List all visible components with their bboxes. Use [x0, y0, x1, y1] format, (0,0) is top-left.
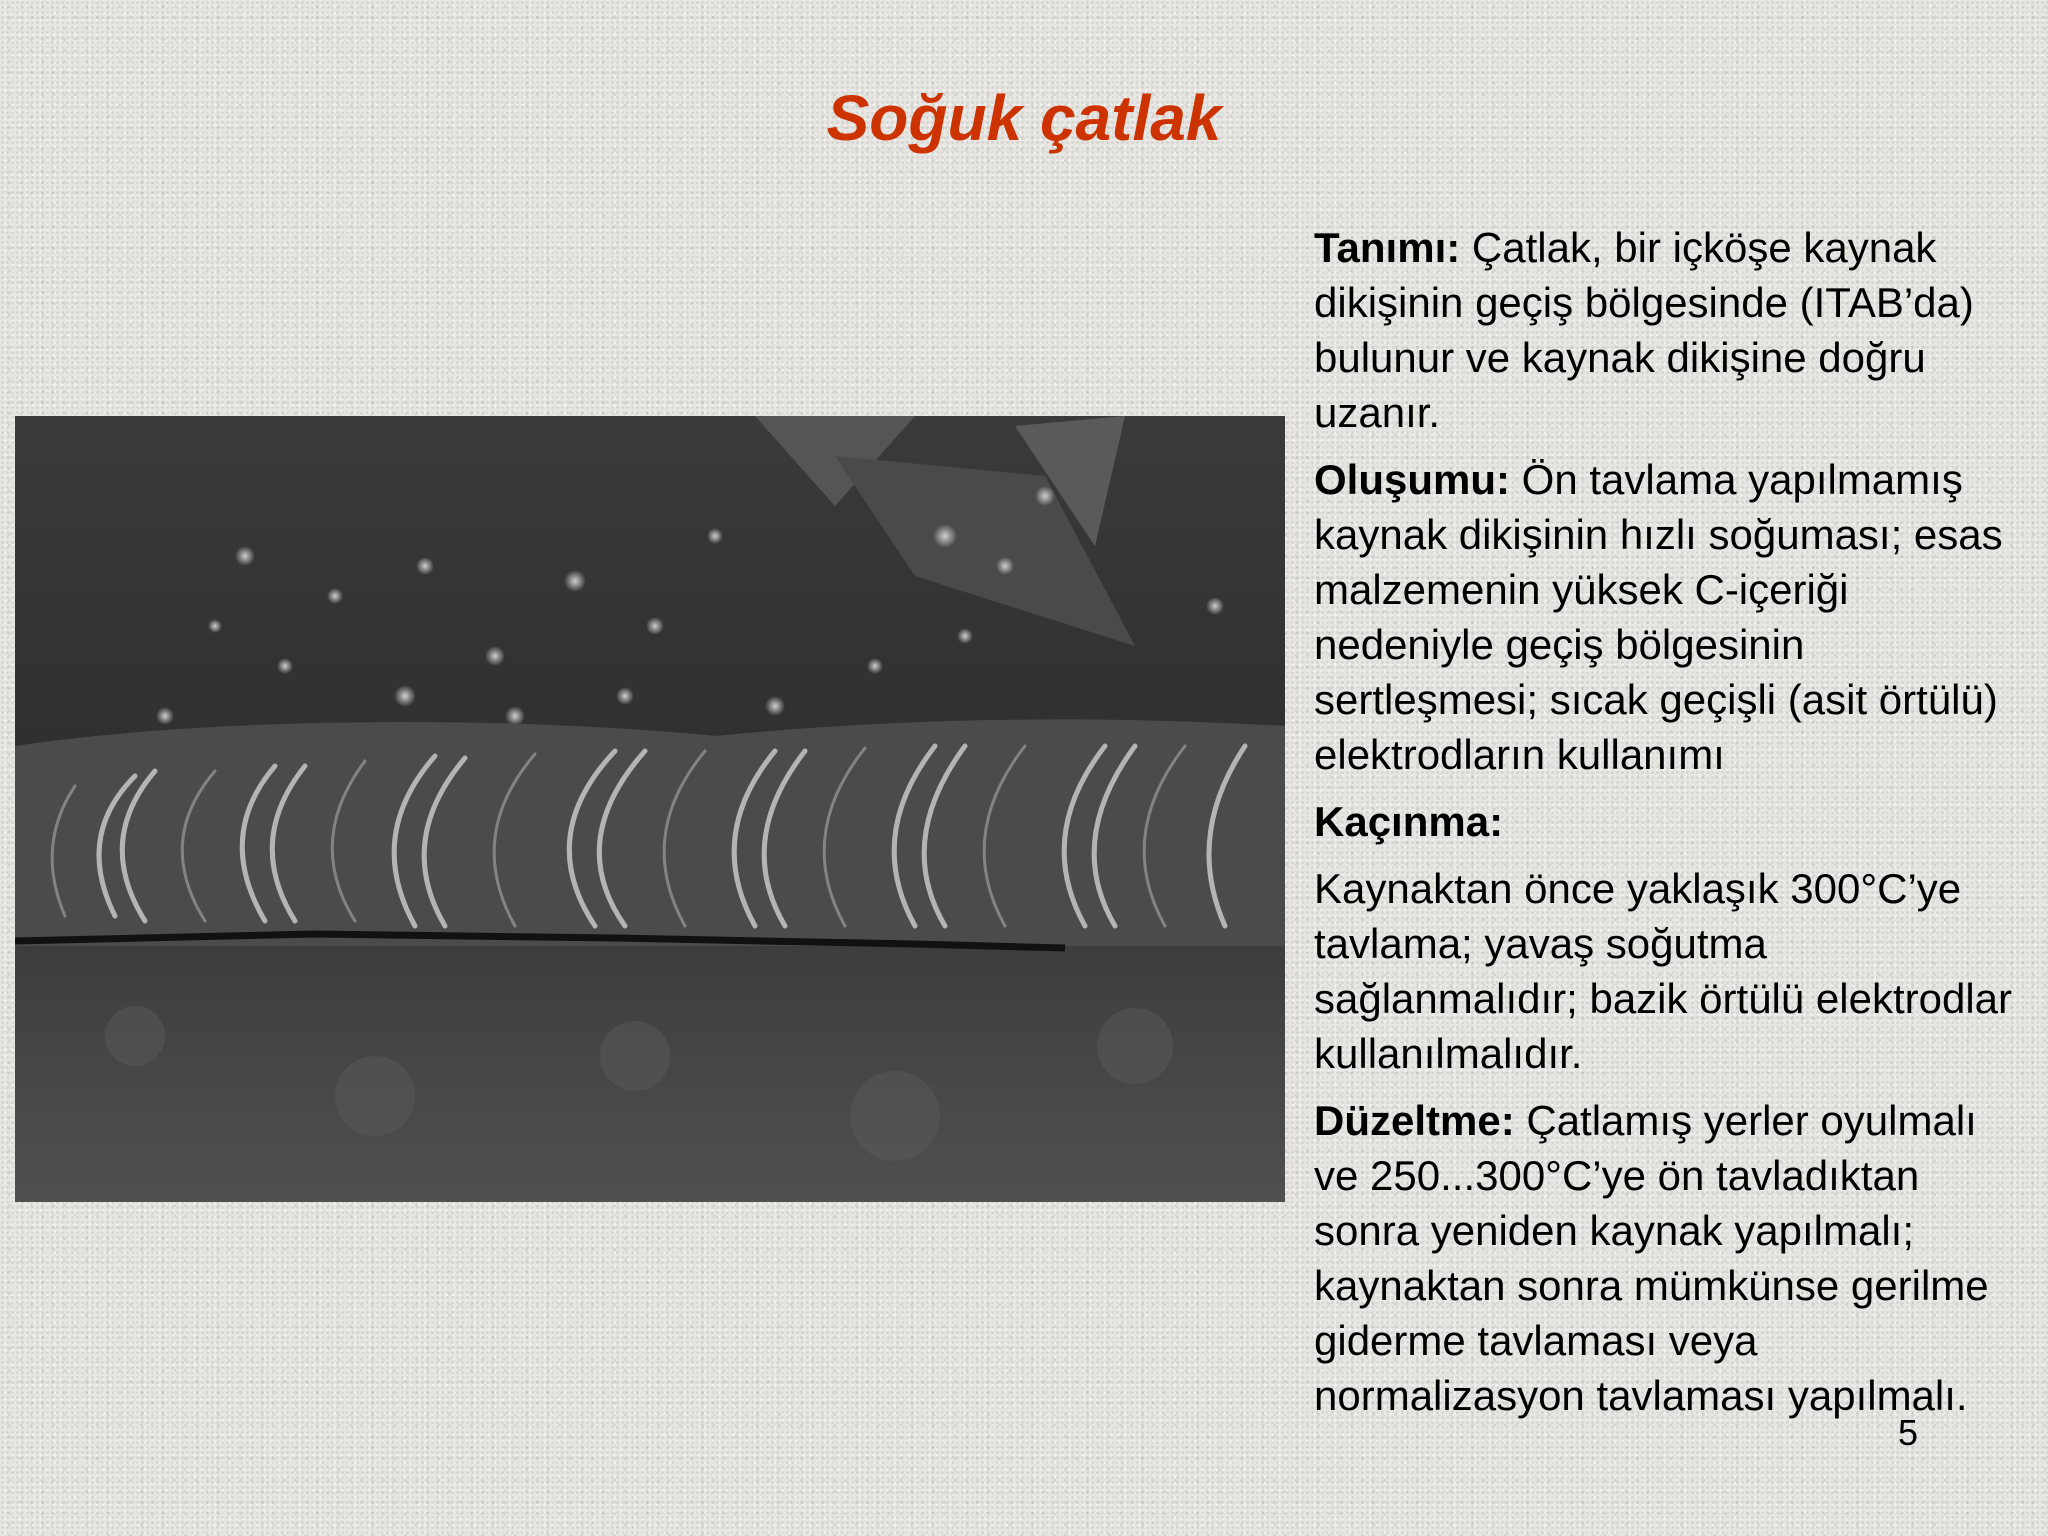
avoidance-term: Kaçınma:: [1314, 798, 1504, 845]
correction-paragraph: [1314, 1093, 2026, 1423]
avoidance-text: Kaynaktan önce yaklaşık 300°C’ye tavlama; yavaş soğutma sağlanmalıdır; bazik örtülü elektrodlar kullanılmalıdır.: [1314, 865, 2013, 1077]
weld-crack-photo: [15, 416, 1285, 1202]
page-number: 5: [1898, 1412, 1919, 1453]
formation-text: Ön tavlama yapılmamış kaynak dikişinin hızlı soğuması; esas malzemenin yüksek C-içeriği nedeniyle geçiş bölgesinin sertleşmesi; sıcak geçişli (asit örtülü) elektrodların kullanımı: [1314, 456, 2003, 778]
formation-term: Oluşumu:: [1314, 456, 1510, 503]
avoidance-paragraph: [1314, 861, 2026, 1081]
definition-text: Çatlak, bir içköşe kaynak dikişinin geçiş bölgesinde (ITAB’da) bulunur ve kaynak dikişine doğru uzanır.: [1314, 224, 1974, 436]
correction-term: Düzeltme:: [1314, 1097, 1515, 1144]
description-panel: [1314, 220, 2026, 1435]
slide-title: Soğuk çatlak: [826, 82, 1222, 154]
definition-paragraph: [1314, 220, 2026, 440]
avoidance-heading: [1314, 794, 2026, 849]
correction-text: Çatlamış yerler oyulmalı ve 250...300°C’ye ön tavladıktan sonra yeniden kaynak yapılmalı; kaynaktan sonra mümkünse gerilme giderme tavlaması veya normalizasyon tavlaması yapılmalı.: [1314, 1097, 1989, 1419]
formation-paragraph: [1314, 452, 2026, 782]
definition-term: Tanımı:: [1314, 224, 1461, 271]
